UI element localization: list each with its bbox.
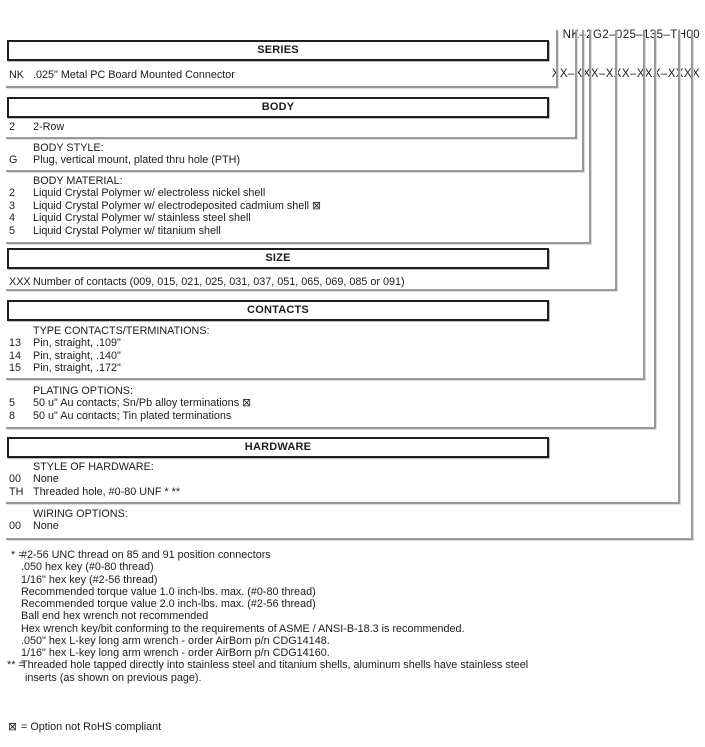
rohs-legend <box>8 721 161 733</box>
size-options <box>9 276 584 288</box>
body-material-options <box>9 175 584 237</box>
option-desc: Liquid Crystal Polymer w/ stainless steel shell <box>33 212 251 225</box>
option-code: 13 <box>9 337 22 350</box>
option-code: 00 <box>9 520 22 533</box>
footnote-line: Recommended torque value 2.0 inch-lbs. max. (#2-56 thread) <box>21 598 316 610</box>
subsection-title-body-style: BODY STYLE: <box>33 142 104 154</box>
footnote-line <box>11 549 671 561</box>
subsection-title-contacts-type: TYPE CONTACTS/TERMINATIONS: <box>33 325 210 337</box>
option-code: 5 <box>9 397 16 410</box>
option-code: 15 <box>9 362 22 375</box>
option-desc: Plug, vertical mount, plated thru hole (PTH) <box>33 154 241 167</box>
option-desc: 2-Row <box>33 121 65 133</box>
option-desc: Pin, straight, .140" <box>33 349 121 362</box>
option-row <box>9 397 584 409</box>
option-code: 2 <box>9 187 16 200</box>
option-code: 14 <box>9 349 22 362</box>
option-desc: Liquid Crystal Polymer w/ electroless nickel shell <box>33 187 266 200</box>
part-number-mask: XX–XXX–XXX–XXX–XXXX <box>551 68 700 80</box>
series-options <box>9 69 584 81</box>
option-row <box>9 212 584 224</box>
footnote-line: 1/16" hex key (#2-56 thread) <box>21 573 158 586</box>
option-code: 5 <box>9 224 16 237</box>
option-desc: None <box>33 520 59 533</box>
plating-options <box>9 385 584 422</box>
footnote-line: inserts (as shown on previous page). <box>25 671 202 684</box>
footnote-line: .050 hex key (#0-80 thread) <box>21 561 154 574</box>
option-row <box>9 121 584 133</box>
option-row <box>9 486 584 498</box>
option-code: G <box>9 154 18 167</box>
part-number-example: NK–2G2–025–135–TH00 <box>562 29 700 41</box>
section-header-series: SERIES <box>7 40 549 61</box>
footnote-line: Recommended torque value 1.0 inch-lbs. max. (#0-80 thread) <box>21 585 316 598</box>
option-row <box>9 350 584 362</box>
option-code: TH <box>9 485 24 498</box>
option-desc: Pin, straight, .109" <box>33 337 121 350</box>
option-code: 3 <box>9 199 16 212</box>
option-row <box>9 337 584 349</box>
body-style-options <box>9 142 584 167</box>
hardware-style-options <box>9 461 584 498</box>
option-row <box>9 187 584 199</box>
subsection-title-plating: PLATING OPTIONS: <box>33 385 133 397</box>
subsection-title-wiring: WIRING OPTIONS: <box>33 508 128 520</box>
wiring-options <box>9 508 584 533</box>
option-row <box>9 473 584 485</box>
body-row-options <box>9 121 584 133</box>
option-desc: Number of contacts (009, 015, 021, 025, 031, 037, 051, 065, 069, 085 or 091) <box>33 276 405 288</box>
option-desc: None <box>33 473 59 486</box>
section-header-body: BODY <box>7 97 549 118</box>
option-code: NK <box>9 69 24 81</box>
boxed-x-icon: ⊠ <box>8 721 18 733</box>
option-code: 00 <box>9 473 22 486</box>
footnote-line: Ball end hex wrench not recommended <box>21 610 209 623</box>
option-row <box>9 410 584 422</box>
option-row <box>9 362 584 374</box>
footnote-line: Hex wrench key/bit conforming to the requirements of ASME / ANSI-B-18.3 is recommended. <box>21 622 465 635</box>
option-row <box>9 276 584 288</box>
option-row <box>9 69 584 81</box>
footnote-text: #2-56 UNC thread on 85 and 91 position connectors <box>21 549 271 561</box>
footnote-line: .050" hex L-key long arm wrench - order AirBorn p/n CDG14148. <box>21 634 330 647</box>
option-row <box>9 225 584 237</box>
footnotes <box>7 549 671 684</box>
footnote-line: 1/16" hex L-key long arm wrench - order AirBorn p/n CDG14160. <box>21 647 330 659</box>
option-code: XXX <box>9 276 31 288</box>
option-row <box>9 520 584 532</box>
subsection-title-hardware-style: STYLE OF HARDWARE: <box>33 461 154 473</box>
footnote-double-star-marker: ** = <box>7 659 25 672</box>
option-code: 8 <box>9 409 16 422</box>
option-code: 2 <box>9 121 16 133</box>
footnote-star-marker: * = <box>11 549 25 561</box>
option-desc: Liquid Crystal Polymer w/ titanium shell <box>33 224 221 237</box>
rohs-legend-text: = Option not RoHS compliant <box>21 721 162 733</box>
contacts-type-options <box>9 325 584 375</box>
section-header-size: SIZE <box>7 248 549 269</box>
subsection-title-body-material: BODY MATERIAL: <box>33 175 123 187</box>
section-header-hardware: HARDWARE <box>7 437 549 458</box>
option-row <box>9 154 584 166</box>
option-desc: 50 u" Au contacts; Tin plated terminations <box>33 409 232 422</box>
footnote-text: Threaded hole tapped directly into stainless steel and titanium shells, aluminum shells have stainless steel <box>21 659 529 672</box>
part-number-block <box>552 3 700 107</box>
option-desc: 50 u" Au contacts; Sn/Pb alloy terminations ⊠ <box>33 397 252 410</box>
option-desc: Liquid Crystal Polymer w/ electrodeposited cadmium shell ⊠ <box>33 199 322 212</box>
section-header-contacts: CONTACTS <box>7 300 549 321</box>
footnote-line <box>7 659 671 672</box>
option-desc: Pin, straight, .172" <box>33 362 121 375</box>
option-desc: Threaded hole, #0-80 UNF * ** <box>33 485 181 498</box>
option-row <box>9 200 584 212</box>
option-desc: .025" Metal PC Board Mounted Connector <box>33 69 235 81</box>
option-code: 4 <box>9 212 16 225</box>
